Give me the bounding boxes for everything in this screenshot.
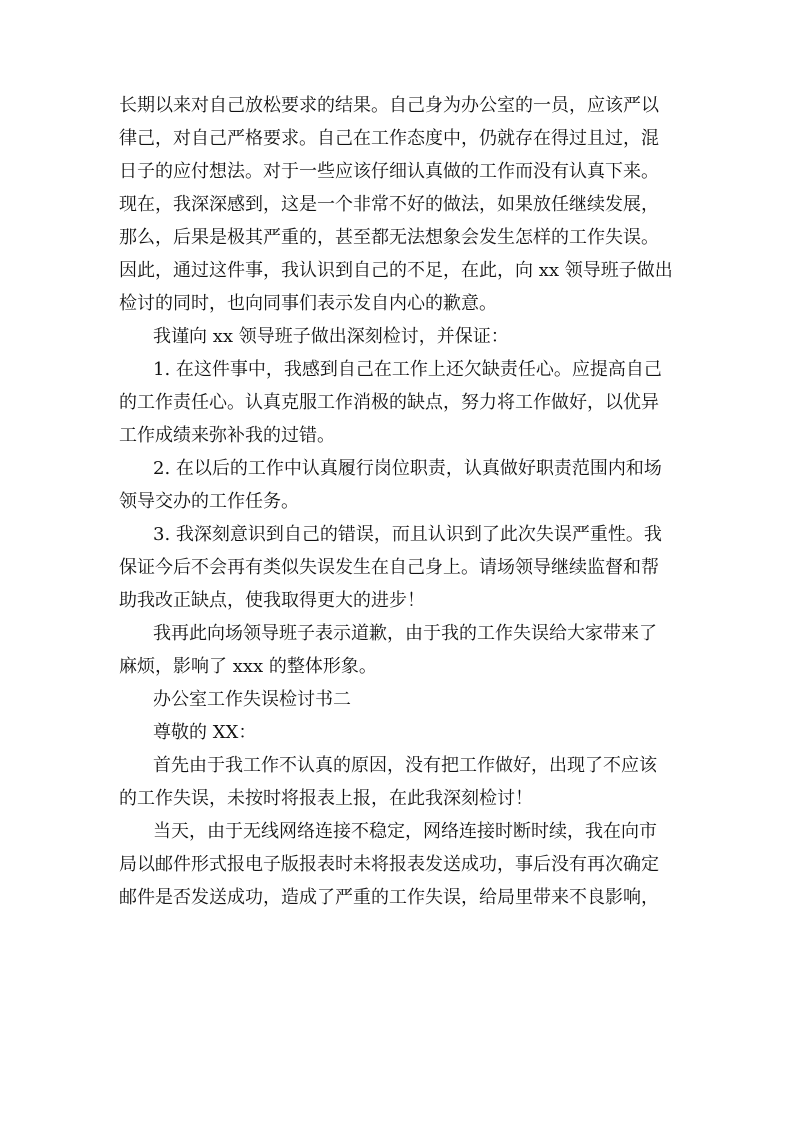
text-line: 长期以来对自己放松要求的结果。自己身为办公室的一员，应该严以 <box>119 95 659 116</box>
text-line: 局以邮件形式报电子版报表时未将报表发送成功，事后没有再次确定 <box>119 854 659 875</box>
text-line: 律己，对自己严格要求。自己在工作态度中，仍就存在得过且过，混 <box>119 128 659 149</box>
text-line: 日子的应付想法。对于一些应该仔细认真做的工作而没有认真下来。 <box>119 161 659 182</box>
text-line: 工作成绩来弥补我的过错。 <box>119 425 335 446</box>
text-line: 那么，后果是极其严重的，甚至都无法想象会发生怎样的工作失误。 <box>119 227 659 248</box>
text-line: 检讨的同时，也向同事们表示发自内心的歉意。 <box>119 293 497 314</box>
text-line: 尊敬的 XX： <box>153 722 257 743</box>
text-line: 现在，我深深感到，这是一个非常不好的做法，如果放任继续发展， <box>119 194 659 215</box>
text-line: 助我改正缺点，使我取得更大的进步！ <box>119 590 425 611</box>
text-line: 当天，由于无线网络连接不稳定，网络连接时断时续，我在向市 <box>153 821 657 842</box>
text-line: 邮件是否发送成功，造成了严重的工作失误，给局里带来不良影响， <box>119 887 659 908</box>
text-line: 麻烦，影响了 xxx 的整体形象。 <box>119 656 377 677</box>
document-body <box>119 89 679 914</box>
text-line: 我谨向 xx 领导班子做出深刻检讨，并保证： <box>153 326 509 347</box>
text-line: 的工作责任心。认真克服工作消极的缺点，努力将工作做好，以优异 <box>119 392 659 413</box>
text-line: 我再此向场领导班子表示道歉，由于我的工作失误给大家带来了 <box>153 623 657 644</box>
text-line: 首先由于我工作不认真的原因，没有把工作做好，出现了不应该 <box>153 755 657 776</box>
text-line: 因此，通过这件事，我认识到自己的不足，在此，向 xx 领导班子做出 <box>119 260 673 281</box>
text-line: 领导交办的工作任务。 <box>119 491 299 512</box>
text-line: 1. 在这件事中，我感到自己在工作上还欠缺责任心。应提高自己 <box>153 359 662 380</box>
text-line: 保证今后不会再有类似失误发生在自己身上。请场领导继续监督和帮 <box>119 557 659 578</box>
text-line: 2. 在以后的工作中认真履行岗位职责，认真做好职责范围内和场 <box>153 458 662 479</box>
text-line: 3. 我深刻意识到自己的错误，而且认识到了此次失误严重性。我 <box>153 524 662 545</box>
text-line: 办公室工作失误检讨书二 <box>153 689 351 710</box>
text-line: 的工作失误，未按时将报表上报，在此我深刻检讨！ <box>119 788 533 809</box>
